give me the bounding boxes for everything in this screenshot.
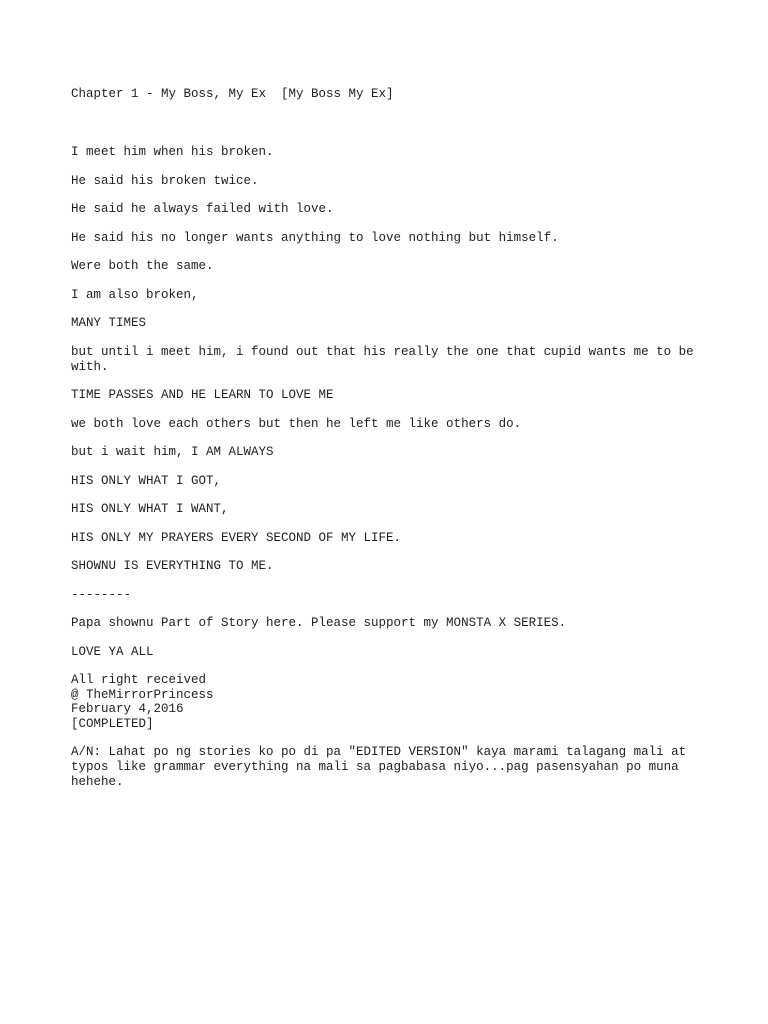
paragraph: I meet him when his broken. — [71, 145, 274, 159]
chapter-title: Chapter 1 - My Boss, My Ex [My Boss My Ex] — [71, 87, 394, 101]
paragraph: but i wait him, I AM ALWAYS — [71, 445, 274, 459]
separator-line: -------- — [71, 587, 132, 602]
paragraph: Papa shownu Part of Story here. Please support my MONSTA X SERIES. — [71, 616, 567, 630]
paragraph: HIS ONLY MY PRAYERS EVERY SECOND OF MY LIFE. — [71, 530, 402, 545]
paragraph: HIS ONLY WHAT I WANT, — [71, 502, 229, 516]
rights-line: All right received — [71, 673, 207, 687]
document-page — [71, 86, 711, 803]
paragraph: LOVE YA ALL — [71, 644, 154, 659]
paragraph: HIS ONLY WHAT I GOT, — [71, 473, 222, 488]
paragraph: SHOWNU IS EVERYTHING TO ME. — [71, 559, 274, 573]
rights-notice — [71, 673, 711, 731]
paragraph: He said he always failed with love. — [71, 202, 334, 216]
paragraph: but until i meet him, i found out that his really the one that cupid wants me to be with. — [71, 344, 702, 374]
paragraph: MANY TIMES — [71, 316, 147, 330]
story-body — [71, 145, 711, 790]
author-handle: @ TheMirrorPrincess — [71, 687, 214, 702]
paragraph: we both love each others but then he left me like others do. — [71, 416, 522, 431]
publish-date: February 4,2016 — [71, 702, 184, 717]
paragraph: He said his broken twice. — [71, 173, 259, 188]
paragraph: Were both the same. — [71, 259, 214, 273]
paragraph: TIME PASSES AND HE LEARN TO LOVE ME — [71, 388, 334, 402]
status-label: [COMPLETED] — [71, 716, 154, 731]
author-note: A/N: Lahat po ng stories ko po di pa "EDITED VERSION" kaya marami talagang mali at typos like grammar everything na mali sa pagbabasa niyo...pag pasensyahan po muna hehehe. — [71, 744, 694, 789]
paragraph: He said his no longer wants anything to love nothing but himself. — [71, 230, 559, 245]
paragraph: I am also broken, — [71, 287, 199, 302]
